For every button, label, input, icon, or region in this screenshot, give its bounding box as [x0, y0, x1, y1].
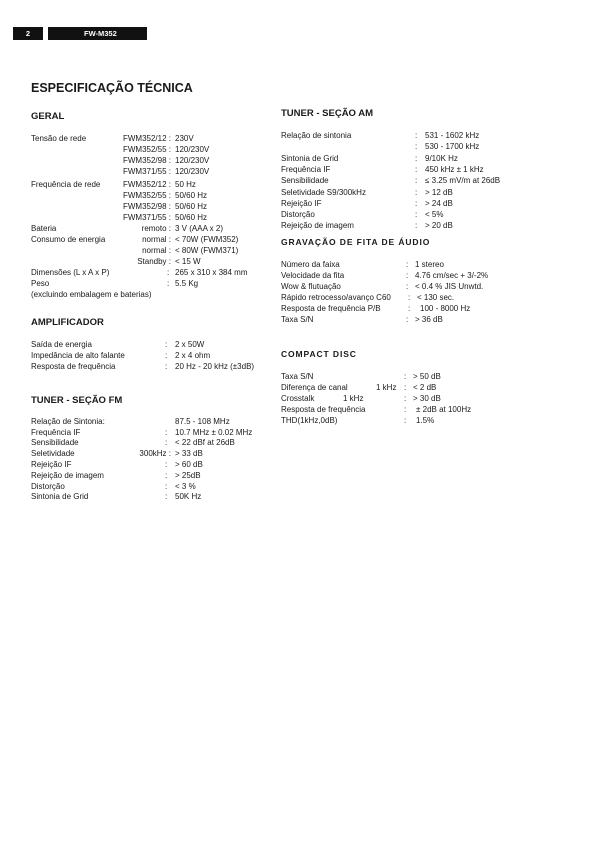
cd-value: ± 2dB at 100Hz	[416, 405, 472, 414]
am-value: 450 kHz ± 1 kHz	[425, 165, 484, 174]
tensao-model: FWM352/55 :	[122, 145, 171, 154]
fm-value: > 25dB	[175, 471, 201, 480]
am-label: Sensibilidade	[281, 176, 329, 185]
page-number: 2	[25, 29, 31, 38]
gravacao-value: 4.76 cm/sec + 3/-2%	[415, 271, 489, 280]
am-label: Seletividade S9/300kHz	[281, 188, 366, 197]
am-value: > 12 dB	[425, 188, 453, 197]
gravacao-label: Resposta de frequência P/B	[281, 304, 381, 313]
bateria-value: 3 V (AAA x 2)	[175, 224, 224, 233]
fm-colon: :	[165, 482, 168, 491]
gravacao-value: < 130 sec.	[417, 293, 455, 302]
bateria-label: Bateria	[31, 224, 57, 233]
tensao-model: FWM352/12 :	[122, 134, 171, 143]
amp-value: 20 Hz - 20 kHz (±3dB)	[175, 362, 255, 371]
amp-label: Impedância de alto falante	[31, 351, 125, 360]
gravacao-label: Taxa S/N	[281, 315, 314, 324]
amplificador-heading: AMPLIFICADOR	[31, 317, 104, 328]
fm-value: 50K Hz	[175, 492, 202, 501]
am-colon: :	[415, 176, 418, 185]
amp-colon: :	[165, 362, 168, 371]
am-sintonia-value: 531 - 1602 kHz	[425, 131, 480, 140]
am-value: > 24 dB	[425, 199, 453, 208]
gravacao-colon: :	[406, 271, 409, 280]
tensao-value: 230V	[175, 134, 194, 143]
cd-label: Resposta de frequência	[281, 405, 366, 414]
cd-label: Taxa S/N	[281, 372, 314, 381]
cd-colon: :	[404, 394, 407, 403]
tensao-model: FWM371/55 :	[122, 167, 171, 176]
fm-value: 87.5 - 108 MHz	[175, 417, 230, 426]
peso-note: (excluindo embalagem e baterias)	[31, 290, 152, 299]
tensao-model: FWM352/98 :	[122, 156, 171, 165]
cd-value: > 50 dB	[413, 372, 441, 381]
cd-colon: :	[404, 383, 407, 392]
gravacao-label: Rápido retrocesso/avanço C60	[281, 293, 391, 302]
cd-mid: 1 kHz	[376, 383, 397, 392]
am-colon: :	[415, 131, 418, 140]
cd-colon: :	[404, 416, 407, 425]
freq-value: 50 Hz	[175, 180, 196, 189]
gravacao-label: Wow & flutuação	[281, 282, 341, 291]
consumo-value: < 15 W	[175, 257, 201, 266]
am-value: > 20 dB	[425, 221, 453, 230]
am-sintonia-label: Relação de sintonia	[281, 131, 352, 140]
gravacao-colon: :	[408, 293, 411, 302]
tuner-am-heading: TUNER - SEÇÃO AM	[281, 108, 374, 119]
fm-colon: :	[165, 471, 168, 480]
fm-label: Relação de Sintonia:	[31, 417, 105, 426]
tuner-fm-heading: TUNER - SEÇÃO FM	[31, 395, 123, 406]
gravacao-value: > 36 dB	[415, 315, 443, 324]
gravacao-colon: :	[406, 282, 409, 291]
am-colon: :	[415, 199, 418, 208]
peso-value: 5.5 Kg	[175, 279, 199, 288]
cd-colon: :	[404, 405, 407, 414]
fm-colon: :	[165, 492, 168, 501]
fm-colon: :	[165, 460, 168, 469]
am-colon: :	[415, 188, 418, 197]
dim-label: Dimensões (L x A x P)	[31, 268, 110, 277]
cd-heading: COMPACT DISC	[281, 349, 357, 359]
model-box	[48, 27, 147, 40]
am-label: Frequência IF	[281, 165, 331, 174]
fm-colon: :	[165, 428, 168, 437]
consumo-value: < 70W (FWM352)	[175, 235, 239, 244]
consumo-sub: Standby :	[137, 257, 171, 266]
freq-model: FWM352/55 :	[122, 191, 171, 200]
tensao-value: 120/230V	[175, 167, 210, 176]
cd-mid: 1 kHz	[343, 394, 364, 403]
peso-colon: :	[167, 279, 170, 288]
amp-value: 2 x 50W	[175, 340, 205, 349]
am-label: Sintonia de Grid	[281, 154, 339, 163]
fm-label: Distorção	[31, 482, 65, 491]
fm-value: < 22 dBf at 26dB	[175, 438, 235, 447]
fm-value: 10.7 MHz ± 0.02 MHz	[175, 428, 253, 437]
consumo-sub: normal :	[142, 235, 171, 244]
model-label: FW-M352	[84, 29, 117, 38]
amp-colon: :	[165, 351, 168, 360]
gravacao-value: < 0.4 % JIS Unwtd.	[415, 282, 484, 291]
am-colon: :	[415, 210, 418, 219]
am-colon: :	[415, 154, 418, 163]
fm-value: < 3 %	[175, 482, 196, 491]
gravacao-label: Número da faixa	[281, 260, 340, 269]
cd-value: < 2 dB	[413, 383, 437, 392]
tensao-label: Tensão de rede	[31, 134, 87, 143]
gravacao-colon: :	[408, 304, 411, 313]
am-colon: :	[415, 142, 418, 151]
freq-label: Frequência de rede	[31, 180, 101, 189]
am-colon: :	[415, 221, 418, 230]
fm-colon: :	[165, 438, 168, 447]
freq-model: FWM352/12 :	[122, 180, 171, 189]
cd-label: THD(1kHz,0dB)	[281, 416, 338, 425]
tensao-value: 120/230V	[175, 145, 210, 154]
cd-label: Diferença de canal	[281, 383, 348, 392]
consumo-sub: normal :	[142, 246, 171, 255]
fm-label: Sensibilidade	[31, 438, 79, 447]
am-colon: :	[415, 165, 418, 174]
bateria-sub: remoto :	[141, 224, 171, 233]
cd-colon: :	[404, 372, 407, 381]
amp-label: Saída de energia	[31, 340, 92, 349]
dim-value: 265 x 310 x 384 mm	[175, 268, 248, 277]
cd-value: > 30 dB	[413, 394, 441, 403]
tensao-value: 120/230V	[175, 156, 210, 165]
fm-label: Seletividade	[31, 449, 75, 458]
fm-label: Sintonia de Grid	[31, 492, 89, 501]
freq-value: 50/60 Hz	[175, 202, 208, 211]
freq-model: FWM352/98 :	[122, 202, 171, 211]
fm-label: Rejeição de imagem	[31, 471, 104, 480]
amp-value: 2 x 4 ohm	[175, 351, 211, 360]
amp-colon: :	[165, 340, 168, 349]
am-value: ≤ 3.25 mV/m at 26dB	[425, 176, 501, 185]
fm-selectivity-extra: 300kHz :	[139, 449, 171, 458]
fm-value: > 33 dB	[175, 449, 203, 458]
freq-value: 50/60 Hz	[175, 191, 208, 200]
page-title: ESPECIFICAÇÃO TÉCNICA	[31, 81, 193, 95]
gravacao-colon: :	[406, 315, 409, 324]
cd-label: Crosstalk	[281, 394, 315, 403]
am-value: 9/10K Hz	[425, 154, 458, 163]
am-value: < 5%	[425, 210, 444, 219]
fm-label: Rejeição IF	[31, 460, 72, 469]
am-sintonia-value: 530 - 1700 kHz	[425, 142, 480, 151]
am-label: Distorção	[281, 210, 315, 219]
freq-value: 50/60 Hz	[175, 213, 208, 222]
dim-colon: :	[167, 268, 170, 277]
gravacao-label: Velocidade da fita	[281, 271, 345, 280]
gravacao-colon: :	[406, 260, 409, 269]
peso-label: Peso	[31, 279, 50, 288]
am-label: Rejeição de imagem	[281, 221, 354, 230]
amp-label: Resposta de frequência	[31, 362, 116, 371]
page-number-box	[13, 27, 43, 40]
geral-heading: GERAL	[31, 111, 65, 122]
fm-label: Frequência IF	[31, 428, 81, 437]
gravacao-value: 1 stereo	[415, 260, 444, 269]
freq-model: FWM371/55 :	[122, 213, 171, 222]
cd-value: 1.5%	[416, 416, 435, 425]
consumo-value: < 80W (FWM371)	[175, 246, 239, 255]
fm-value: > 60 dB	[175, 460, 203, 469]
gravacao-value: 100 - 8000 Hz	[420, 304, 471, 313]
gravacao-heading: GRAVAÇÃO DE FITA DE ÁUDIO	[281, 237, 431, 247]
am-label: Rejeição IF	[281, 199, 322, 208]
consumo-label: Consumo de energia	[31, 235, 106, 244]
